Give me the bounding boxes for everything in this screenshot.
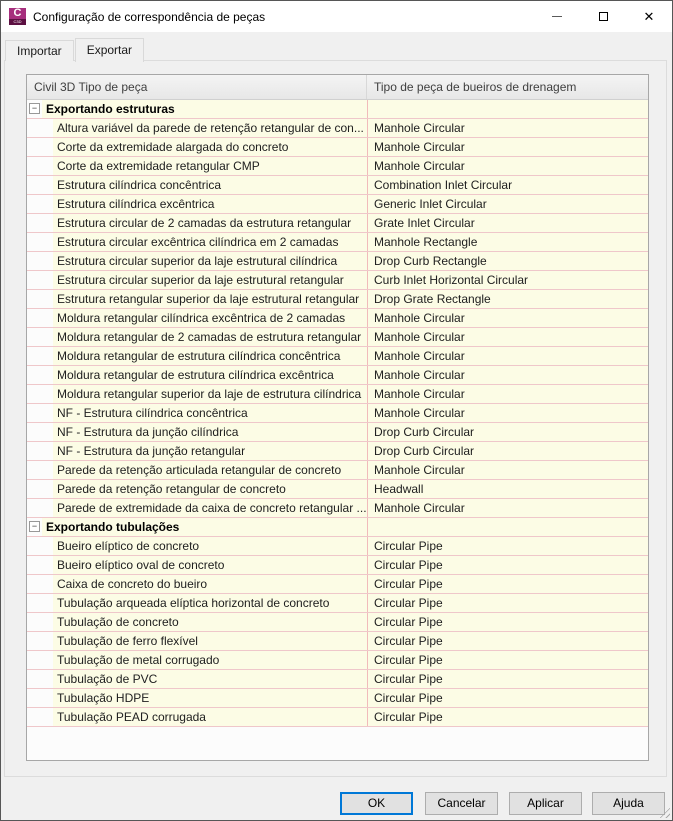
table-row[interactable]: [27, 613, 648, 632]
group-label: Exportando estruturas: [42, 100, 367, 118]
drainage-part-cell[interactable]: Drop Curb Circular: [367, 423, 648, 441]
drainage-part-cell[interactable]: Curb Inlet Horizontal Circular: [367, 271, 648, 289]
row-gutter: [27, 157, 53, 175]
drainage-part-cell[interactable]: Circular Pipe: [367, 651, 648, 669]
row-gutter: [27, 233, 53, 251]
drainage-part-cell[interactable]: Circular Pipe: [367, 537, 648, 555]
civil3d-part-cell[interactable]: Moldura retangular cilíndrica excêntrica de 2 camadas: [53, 309, 367, 327]
drainage-part-cell[interactable]: Manhole Rectangle: [367, 233, 648, 251]
civil3d-part-cell[interactable]: Moldura retangular superior da laje de estrutura cilíndrica: [53, 385, 367, 403]
row-gutter: [27, 309, 53, 327]
table-body: [27, 100, 648, 727]
civil3d-part-cell[interactable]: Bueiro elíptico de concreto: [53, 537, 367, 555]
civil3d-part-cell[interactable]: Bueiro elíptico oval de concreto: [53, 556, 367, 574]
group-empty-cell: [367, 100, 648, 118]
table-row[interactable]: [27, 461, 648, 480]
drainage-part-cell[interactable]: Manhole Circular: [367, 385, 648, 403]
row-gutter: [27, 613, 53, 631]
cancel-button[interactable]: Cancelar: [425, 792, 498, 815]
table-row[interactable]: [27, 271, 648, 290]
table-row[interactable]: [27, 651, 648, 670]
table-header: [27, 75, 648, 100]
civil3d-part-cell[interactable]: Corte da extremidade alargada do concreto: [53, 138, 367, 156]
close-button[interactable]: [626, 1, 672, 32]
civil3d-part-cell[interactable]: Parede de extremidade da caixa de concreto retangular ...: [53, 499, 367, 517]
row-gutter: [27, 119, 53, 137]
group-gutter: [27, 518, 42, 536]
drainage-part-cell[interactable]: Headwall: [367, 480, 648, 498]
civil3d-part-cell[interactable]: Moldura retangular de 2 camadas de estrutura retangular: [53, 328, 367, 346]
civil3d-part-cell[interactable]: Tubulação de concreto: [53, 613, 367, 631]
civil3d-part-cell[interactable]: Tubulação arqueada elíptica horizontal de concreto: [53, 594, 367, 612]
row-gutter: [27, 499, 53, 517]
row-gutter: [27, 632, 53, 650]
titlebar: [1, 1, 672, 32]
drainage-part-cell[interactable]: Combination Inlet Circular: [367, 176, 648, 194]
table-row[interactable]: [27, 670, 648, 689]
drainage-part-cell[interactable]: Manhole Circular: [367, 461, 648, 479]
group-empty-cell: [367, 518, 648, 536]
row-gutter: [27, 461, 53, 479]
civil3d-part-cell[interactable]: NF - Estrutura da junção cilíndrica: [53, 423, 367, 441]
civil3d-part-cell[interactable]: Moldura retangular de estrutura cilíndrica concêntrica: [53, 347, 367, 365]
row-gutter: [27, 195, 53, 213]
table-row[interactable]: [27, 499, 648, 518]
row-gutter: [27, 252, 53, 270]
app-icon-letter: C: [13, 7, 22, 19]
group-label: Exportando tubulações: [42, 518, 367, 536]
tab-page-exportar: [4, 60, 667, 777]
drainage-part-cell[interactable]: Drop Grate Rectangle: [367, 290, 648, 308]
civil3d-part-cell[interactable]: Estrutura retangular superior da laje estrutural retangular: [53, 290, 367, 308]
collapse-icon[interactable]: −: [29, 103, 40, 114]
table-row[interactable]: [27, 556, 648, 575]
group-row[interactable]: [27, 100, 648, 119]
table-row[interactable]: [27, 594, 648, 613]
row-gutter: [27, 404, 53, 422]
table-row[interactable]: [27, 157, 648, 176]
window-title: Configuração de correspondência de peças: [33, 9, 266, 24]
civil3d-app-icon: [9, 8, 26, 25]
civil3d-part-cell[interactable]: Estrutura circular excêntrica cilíndrica em 2 camadas: [53, 233, 367, 251]
drainage-part-cell[interactable]: Manhole Circular: [367, 499, 648, 517]
table-row[interactable]: [27, 195, 648, 214]
table-row[interactable]: [27, 290, 648, 309]
row-gutter: [27, 689, 53, 707]
civil3d-part-cell[interactable]: Estrutura cilíndrica concêntrica: [53, 176, 367, 194]
civil3d-part-cell[interactable]: NF - Estrutura cilíndrica concêntrica: [53, 404, 367, 422]
drainage-part-cell[interactable]: Circular Pipe: [367, 708, 648, 726]
minimize-button[interactable]: [534, 1, 580, 32]
close-icon: ✕: [643, 9, 655, 24]
civil3d-part-cell[interactable]: Moldura retangular de estrutura cilíndrica excêntrica: [53, 366, 367, 384]
drainage-part-cell[interactable]: Circular Pipe: [367, 594, 648, 612]
table-row[interactable]: [27, 214, 648, 233]
group-gutter: [27, 100, 42, 118]
minimize-icon: [552, 16, 562, 17]
table-row[interactable]: [27, 252, 648, 271]
row-gutter: [27, 138, 53, 156]
table-row[interactable]: [27, 385, 648, 404]
drainage-part-cell[interactable]: Circular Pipe: [367, 632, 648, 650]
row-gutter: [27, 366, 53, 384]
table-row[interactable]: [27, 480, 648, 499]
drainage-part-cell[interactable]: Circular Pipe: [367, 613, 648, 631]
ok-button[interactable]: OK: [340, 792, 413, 815]
row-gutter: [27, 442, 53, 460]
drainage-part-cell[interactable]: Circular Pipe: [367, 670, 648, 688]
drainage-part-cell[interactable]: Generic Inlet Circular: [367, 195, 648, 213]
civil3d-part-cell[interactable]: Tubulação de ferro flexível: [53, 632, 367, 650]
table-row[interactable]: [27, 708, 648, 727]
column-header-drainage[interactable]: Tipo de peça de bueiros de drenagem: [374, 80, 577, 94]
civil3d-part-cell[interactable]: NF - Estrutura da junção retangular: [53, 442, 367, 460]
table-row[interactable]: [27, 328, 648, 347]
apply-button[interactable]: Aplicar: [509, 792, 582, 815]
table-row[interactable]: [27, 404, 648, 423]
maximize-button[interactable]: [580, 1, 626, 32]
row-gutter: [27, 651, 53, 669]
civil3d-part-cell[interactable]: Estrutura cilíndrica excêntrica: [53, 195, 367, 213]
row-gutter: [27, 594, 53, 612]
civil3d-part-cell[interactable]: Tubulação de metal corrugado: [53, 651, 367, 669]
drainage-part-cell[interactable]: Drop Curb Circular: [367, 442, 648, 460]
table-row[interactable]: [27, 537, 648, 556]
collapse-icon[interactable]: −: [29, 521, 40, 532]
app-icon-sub: C3D: [9, 19, 26, 25]
civil3d-part-cell[interactable]: Tubulação HDPE: [53, 689, 367, 707]
table-row[interactable]: [27, 366, 648, 385]
civil3d-part-cell[interactable]: Tubulação PEAD corrugada: [53, 708, 367, 726]
help-button[interactable]: Ajuda: [592, 792, 665, 815]
table-row[interactable]: [27, 309, 648, 328]
row-gutter: [27, 271, 53, 289]
table-row[interactable]: [27, 138, 648, 157]
row-gutter: [27, 347, 53, 365]
civil3d-part-cell[interactable]: Estrutura circular superior da laje estrutural cilíndrica: [53, 252, 367, 270]
row-gutter: [27, 176, 53, 194]
civil3d-part-cell[interactable]: Altura variável da parede de retenção retangular de con...: [53, 119, 367, 137]
drainage-part-cell[interactable]: Manhole Circular: [367, 366, 648, 384]
table-row[interactable]: [27, 632, 648, 651]
table-row[interactable]: [27, 119, 648, 138]
row-gutter: [27, 670, 53, 688]
drainage-part-cell[interactable]: Manhole Circular: [367, 328, 648, 346]
drainage-part-cell[interactable]: Manhole Circular: [367, 119, 648, 137]
row-gutter: [27, 328, 53, 346]
drainage-part-cell[interactable]: Circular Pipe: [367, 556, 648, 574]
table-row[interactable]: [27, 423, 648, 442]
row-gutter: [27, 575, 53, 593]
table-row[interactable]: [27, 176, 648, 195]
maximize-icon: [599, 12, 608, 21]
drainage-part-cell[interactable]: Manhole Circular: [367, 347, 648, 365]
drainage-part-cell[interactable]: Drop Curb Rectangle: [367, 252, 648, 270]
drainage-part-cell[interactable]: Grate Inlet Circular: [367, 214, 648, 232]
civil3d-part-cell[interactable]: Parede da retenção articulada retangular de concreto: [53, 461, 367, 479]
table-row[interactable]: [27, 233, 648, 252]
civil3d-part-cell[interactable]: Estrutura circular de 2 camadas da estrutura retangular: [53, 214, 367, 232]
civil3d-part-cell[interactable]: Corte da extremidade retangular CMP: [53, 157, 367, 175]
drainage-part-cell[interactable]: Circular Pipe: [367, 689, 648, 707]
row-gutter: [27, 385, 53, 403]
tab-exportar[interactable]: Exportar: [75, 38, 144, 62]
group-row[interactable]: [27, 518, 648, 537]
row-gutter: [27, 214, 53, 232]
column-header-civil3d[interactable]: Civil 3D Tipo de peça: [27, 75, 367, 99]
table-row[interactable]: [27, 347, 648, 366]
drainage-part-cell[interactable]: Circular Pipe: [367, 575, 648, 593]
row-gutter: [27, 556, 53, 574]
table-row[interactable]: [27, 442, 648, 461]
drainage-part-cell[interactable]: Manhole Circular: [367, 404, 648, 422]
row-gutter: [27, 537, 53, 555]
table-row[interactable]: [27, 575, 648, 594]
civil3d-part-cell[interactable]: Parede da retenção retangular de concreto: [53, 480, 367, 498]
row-gutter: [27, 708, 53, 726]
drainage-part-cell[interactable]: Manhole Circular: [367, 138, 648, 156]
part-matching-table: [26, 74, 649, 761]
civil3d-part-cell[interactable]: Estrutura circular superior da laje estrutural retangular: [53, 271, 367, 289]
civil3d-part-cell[interactable]: Caixa de concreto do bueiro: [53, 575, 367, 593]
tab-importar[interactable]: Importar: [5, 40, 74, 61]
tabstrip: [5, 38, 145, 61]
row-gutter: [27, 480, 53, 498]
drainage-part-cell[interactable]: Manhole Circular: [367, 157, 648, 175]
row-gutter: [27, 290, 53, 308]
table-row[interactable]: [27, 689, 648, 708]
drainage-part-cell[interactable]: Manhole Circular: [367, 309, 648, 327]
titlebar-controls: [534, 1, 672, 32]
civil3d-part-cell[interactable]: Tubulação de PVC: [53, 670, 367, 688]
row-gutter: [27, 423, 53, 441]
